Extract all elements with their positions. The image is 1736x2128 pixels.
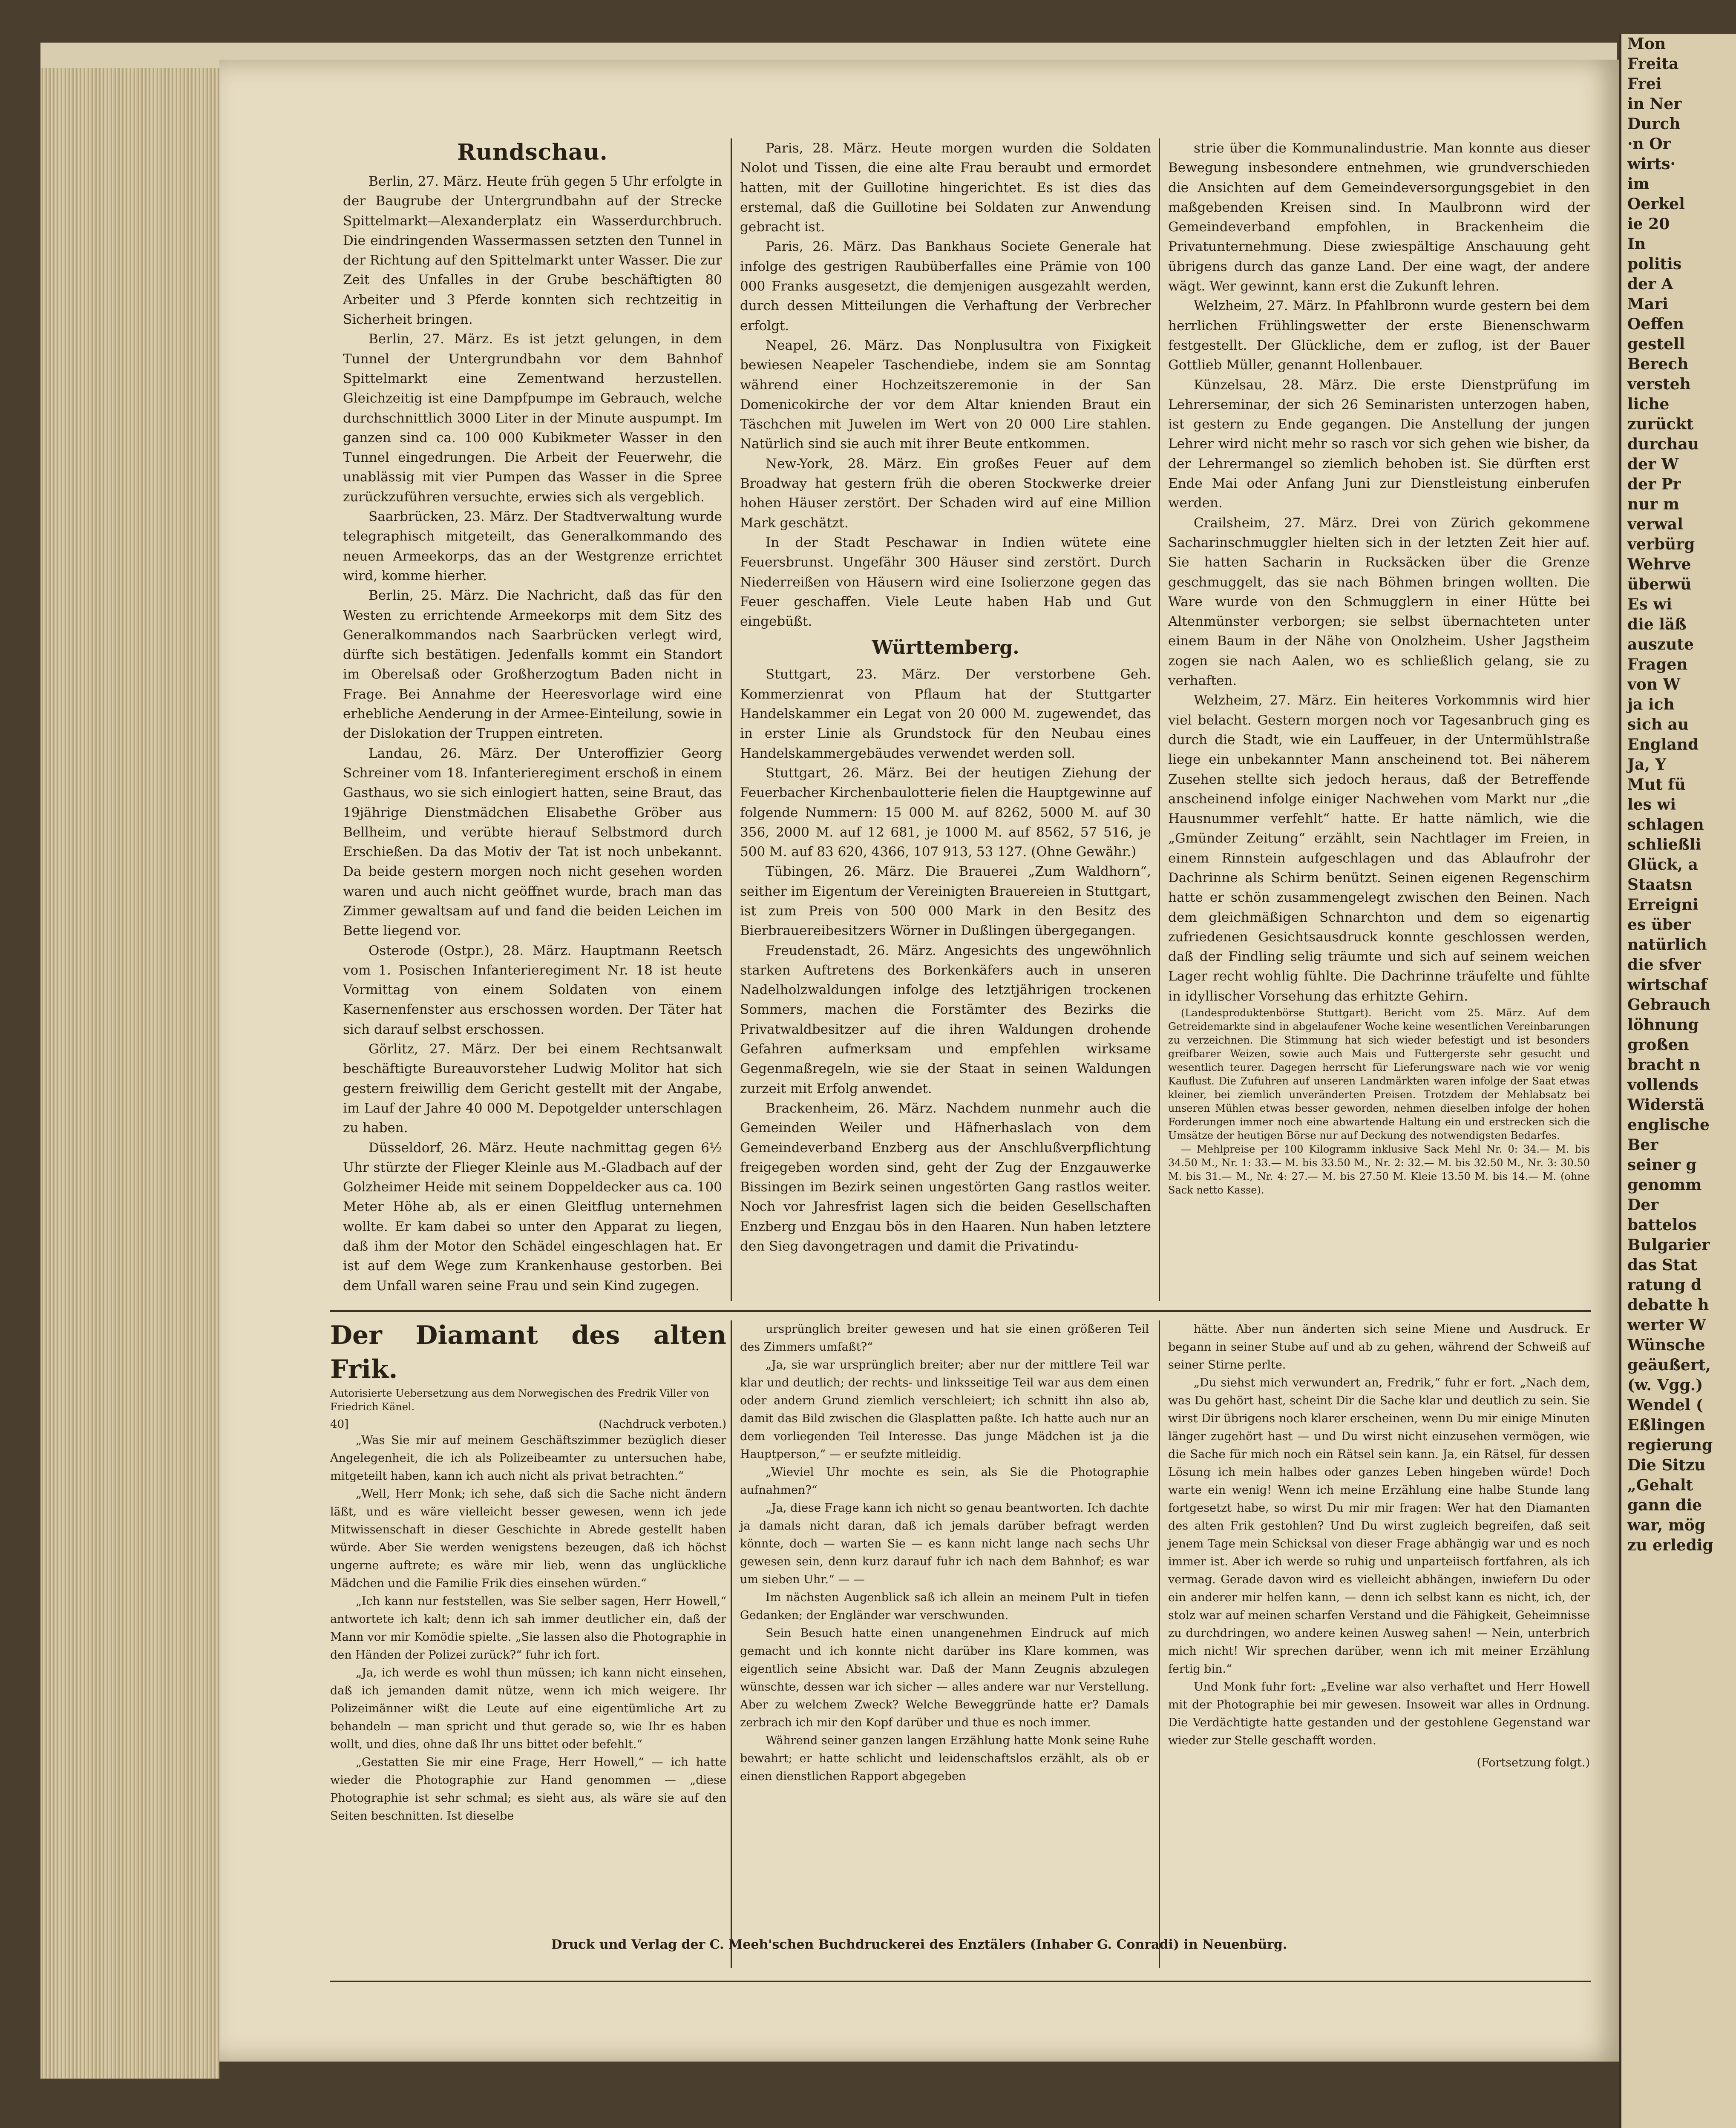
feuilleton-col1-list [330,1432,726,1825]
feuilleton-col2-list [740,1320,1149,1786]
adjacent-page-line: battelos [1627,1216,1697,1234]
article-paragraph: Berlin, 25. März. Die Nachricht, daß das für den Westen zu errichtende Armeekorps mit dem Sitz des Generalkommandos nach Saarbrücken verlegt wird, dürfte sich bestätigen. Jedenfalls kommt ein Standort im Oberelsaß oder Großherzogtum Baden nicht in Frage. Bei Annahme der Heeresvorlage wird eine erhebliche Aenderung in der Armee-Einteilung, sowie in der Dislokation der Truppen eintreten. [343,588,722,742]
adjacent-page-line: Wendel ( [1627,1396,1703,1414]
feuilleton-subtitle: Autorisierte Uebersetzung aus dem Norwegischen des Fredrik Viller von Friedrich Känel. [330,1387,709,1413]
installment-number: 40] [330,1418,349,1431]
article-paragraph: hätte. Aber nun änderten sich seine Miene und Ausdruck. Er begann in seiner Stube auf und ab zu gehen, während der Schweiß auf seiner Stirne perlte. [1168,1323,1590,1372]
article-paragraph: „Well, Herr Monk; ich sehe, daß sich die Sache nicht ändern läßt, und es wäre vielleicht besser gewesen, wenn ich jede Mitwissenschaft in dieser Geschichte in Abrede gestellt haben würde. Aber Sie werden wenigstens bezeugen, daß ich höchst ungerne auftrete; es wäre mir lieb, wenn das unglückliche Mädchen und die Familie Frik dies einsehen würden.“ [330,1487,726,1590]
feuilleton-title: Der Diamant des alten Frik. [330,1320,726,1384]
adjacent-page-line: Mut fü [1627,776,1686,794]
feuilleton-column-1 [330,1318,726,1825]
adjacent-page-line: ja ich [1627,696,1675,713]
adjacent-page-line: wirts· [1627,155,1676,173]
adjacent-page-line: versteh [1627,375,1691,393]
market-paragraph: — Mehlpreise per 100 Kilogramm inklusive Sack Mehl Nr. 0: 34.— M. bis 34.50 M., Nr. 1: 33.— M. bis 33.50 M., Nr. 2: 32.— M. bis 32.50 M., Nr. 3: 30.50 M. bis 31.— M., Nr. 4: 27.— M. bis 27.50 M. Kleie 13.50 M. bis 14.— M. (ohne Sack netto Kasse). [1168,1143,1590,1196]
adjacent-page-line: auszute [1627,636,1694,653]
wuerttemberg-heading: Württemberg. [872,637,1019,659]
market-report [1168,1006,1590,1197]
column-rule-2 [1159,138,1160,1301]
adjacent-page-line: in Ner [1627,95,1682,113]
imprint-footer: Druck und Verlag der C. Meeh'schen Buchdruckerei des Enztälers (Inhaber G. Conradi) in Neuenbürg. [551,1937,1287,1952]
article-paragraph: „Ich kann nur feststellen, was Sie selber sagen, Herr Howell,“ antwortete ich kalt; denn ich sah immer deutlicher ein, daß der Mann vor mir Komödie spielte. „Sie lassen also die Photographie in den Händen der Polizei zurück?“ fuhr ich fort. [330,1595,726,1662]
adjacent-page-line: geäußert, [1627,1356,1711,1374]
adjacent-page-line: der Pr [1627,475,1681,493]
article-paragraph: „Gestatten Sie mir eine Frage, Herr Howell,“ — ich hatte wieder die Photographie zur Hand genommen — „diese Photographie ist sehr schmal; es sieht aus, als wäre sie auf den Seiten beschnitten. Ist dieselbe [330,1756,726,1823]
adjacent-page-line: Der [1627,1196,1659,1214]
feuilleton-column-3 [1168,1320,1590,1772]
adjacent-page-line: nur m [1627,495,1679,513]
article-paragraph: Crailsheim, 27. März. Drei von Zürich gekommene Sacharinschmuggler hielten sich in der letzten Zeit hier auf. Sie hatten Sacharin in Rucksäcken über die Grenze geschmuggelt, das sie nach Böhmen bringen wollten. Die Ware wurde von den Schmugglern in einer Hütte bei Altenmünster verborgen; sie selbst übernachteten unter einem Baum in der Nähe von Onolzheim. Usher Jagstheim zogen sie nach Aalen, wo es schließlich gelang, sie zu verhaften. [1168,515,1590,689]
adjacent-page-line: sich au [1627,716,1689,733]
adjacent-page-line: gann die [1627,1496,1702,1514]
adjacent-page-line: zu erledig [1627,1536,1713,1554]
adjacent-page-line: Bulgarier [1627,1236,1710,1254]
rundschau-heading: Rundschau. [457,139,608,165]
article-paragraph: Saarbrücken, 23. März. Der Stadtverwaltung wurde telegraphisch mitgeteilt, das Generalkommando des neuen Armeekorps, das an der Westgrenze errichtet wird, komme hierher. [343,509,722,584]
article-paragraph: New-York, 28. März. Ein großes Feuer auf dem Broadway hat gestern früh die oberen Stockwerke dreier hohen Häuser zerstört. Der Schaden wird auf eine Million Mark geschätzt. [740,456,1151,531]
adjacent-page-line: Widerstä [1627,1096,1704,1114]
article-paragraph: Welzheim, 27. März. In Pfahlbronn wurde gestern bei dem herrlichen Frühlingswetter der erste Bienenschwarm festgestellt. Der Glückliche, dem er zuflog, ist der Bauer Gottlieb Müller, genannt Hollenbauer. [1168,298,1590,373]
adjacent-page-line: Staatsn [1627,876,1693,894]
article-paragraph: Berlin, 27. März. Es ist jetzt gelungen, in dem Tunnel der Untergrundbahn vor dem Bahnhof Spittelmarkt eine Zementwand herzustellen. Gleichzeitig ist eine Dampfpumpe im Gebrauch, welche durchschnittlich 3000 Liter in der Minute auspumpt. Im ganzen sind ca. 100 000 Kubikmeter Wasser in den Tunnel eingedrungen. Die Arbeit der Feuerwehr, die unablässig mit vier Pumpen das Wasser in die Spree zurückzuführen versuchte, erwies sich als vergeblich. [343,331,722,505]
rundschau-col1-list [343,172,722,1296]
article-paragraph: Während seiner ganzen langen Erzählung hatte Monk seine Ruhe bewahrt; er hatte schlicht und leidenschaftslos erzählt, als ob er einen dienstlichen Rapport abgegeben [740,1734,1149,1783]
article-paragraph: Im nächsten Augenblick saß ich allein an meinem Pult in tiefen Gedanken; der Engländer war verschwunden. [740,1591,1149,1622]
wuerttemberg-col2-list [740,664,1151,1256]
adjacent-page-line: regierung [1627,1436,1713,1454]
adjacent-page-line: war, mög [1627,1516,1706,1534]
adjacent-page-line: es über [1627,916,1691,934]
adjacent-page-lines [1621,34,1736,1556]
column-rule-1 [731,138,732,1301]
article-paragraph: „Du siehst mich verwundert an, Fredrik,“ fuhr er fort. „Nach dem, was Du gehört hast, scheint Dir die Sache klar und deutlich zu sein. Sie wirst Dir übrigens noch klarer erscheinen, wenn Du mir einige Minuten länger zugehört hast — und Du wirst nicht einzusehen vermögen, wie die Sache für mich noch ein Rätsel sein kann. Ja, ein Rätsel, für dessen Lösung ich mein halbes oder ganzes Leben hingeben würde! Doch warte ein wenig! Wenn ich meine Erzählung eine halbe Stunde lang fortgesetzt habe, so wirst Du mir mir fragen: Wer hat den Diamanten des alten Frik gestohlen? Und Du wirst zugleich begreifen, daß seit jenem Tage mein Schicksal von dieser Frage abhängig war und es noch immer ist. Aber ich werde so ruhig und unparteiisch fortfahren, als ich vermag. Gerade davon wird es vielleicht abhängen, inwiefern Du oder ein anderer mir helfen kann, — denn ich selbst kann es nicht, ich, der stolz war auf meinen scharfen Verstand und die Fähigkeit, Geheimnisse zu durchdringen, wo andere keinen Ausweg sahen! — Nein, unterbrich mich nicht! Wir sprechen darüber, wenn ich mit meiner Erzählung fertig bin.“ [1168,1376,1590,1676]
article-paragraph: strie über die Kommunalindustrie. Man konnte aus dieser Bewegung insbesondere entnehmen, wie grundverschieden die Ansichten auf dem Gemeindeversorgungsgebiet in den maßgebenden Kreisen sind. In Maulbronn wird der Gemeindeverband empfohlen, in Brackenheim die Privatunternehmung. Diese zwiespältige Anschauung geht übrigens durch das ganze Land. Der eine wagt, der andere wägt. Wer gewinnt, kann erst die Zukunft lehren. [1168,141,1590,294]
article-paragraph: Stuttgart, 26. März. Bei der heutigen Ziehung der Feuerbacher Kirchenbaulotterie fielen die Hauptgewinne auf folgende Nummern: 15 000 M. auf 8262, 5000 M. auf 30 356, 2000 M. auf 12 681, je 1000 M. auf 8562, 57 516, je 500 M. auf 83 620, 4366, 107 913, 53 127. (Ohne Gewähr.) [740,765,1151,860]
adjacent-page-line: Eßlingen [1627,1416,1705,1434]
article-paragraph: Görlitz, 27. März. Der bei einem Rechtsanwalt beschäftigte Bureauvorsteher Ludwig Molitor hat sich gestern freiwillig dem Gericht gestellt mit der Angabe, im Lauf der Jahre 40 000 M. Depotgelder unterschlagen zu haben. [343,1041,722,1136]
adjacent-page-line: les wi [1627,796,1676,814]
adjacent-page-line: natürlich [1627,936,1707,954]
wuerttemberg-col3-list [1168,138,1590,1006]
feuilleton-rule-1 [731,1320,732,1968]
adjacent-page-line: zurückt [1627,415,1694,433]
article-paragraph: Landau, 26. März. Der Unteroffizier Georg Schreiner vom 18. Infanterieregiment erschoß in einem Gasthaus, wo sie sich einlogiert hatten, seine Braut, das 19jährige Dienstmädchen Elisabethe Gröber aus Bellheim, und verübte hierauf Selbstmord durch Erschießen. Da das Motiv der Tat ist noch unbekannt. Da beide gestern morgen noch nicht gesehen worden waren und auch nicht geöffnet wurde, brach man das Zimmer gewaltsam auf und fand die beiden Leichen im Bette liegend vor. [343,745,722,939]
adjacent-page-line: Gebrauch [1627,996,1711,1014]
adjacent-page-line: Frei [1627,75,1662,93]
adjacent-page-line: (w. Vgg.) [1627,1376,1703,1394]
article-paragraph: ursprünglich breiter gewesen und hat sie einen größeren Teil des Zimmers umfaßt?“ [740,1323,1149,1354]
adjacent-page-line: schließli [1627,836,1701,854]
rundschau-column-2 [740,138,1151,1256]
article-paragraph: Paris, 26. März. Das Bankhaus Societe Generale hat infolge des gestrigen Raubüberfalles eine Prämie von 100 000 Franks ausgesetzt, die demjenigen ausgezahlt werden, durch dessen Mitteilungen die Verhaftung der Verbrecher erfolgt. [740,239,1151,334]
adjacent-page-line: bracht n [1627,1056,1700,1074]
adjacent-page-line: In [1627,235,1646,253]
adjacent-page-line: Ja, Y [1627,756,1667,774]
reprint-notice: (Nachdruck verboten.) [599,1418,726,1431]
article-paragraph: Künzelsau, 28. März. Die erste Dienstprüfung im Lehrerseminar, der sich 26 Seminaristen unterzogen haben, ist gestern zu Ende gegangen. Die Anstellung der jungen Lehrer wird nicht mehr so rasch vor sich gehen wie bisher, da der Lehrermangel so ziemlich behoben ist. Sie dürften erst Ende Mai oder Anfang Juni zur Dienstleistung einberufen werden. [1168,377,1590,511]
article-paragraph: Düsseldorf, 26. März. Heute nachmittag gegen 6½ Uhr stürzte der Flieger Kleinle aus M.-Gladbach auf der Golzheimer Heide mit seinem Doppeldecker aus ca. 100 Meter Höhe ab, als er einen Gleitflug unternehmen wollte. Er kam dabei so unter den Apparat zu liegen, daß ihm der Motor den Schädel eingeschlagen hat. Er ist auf dem Wege zum Krankenhause gestorben. Bei dem Unfall waren seine Frau und sein Kind zugegen. [343,1140,722,1294]
article-paragraph: Sein Besuch hatte einen unangenehmen Eindruck auf mich gemacht und ich konnte nicht darüber ins Klare kommen, was eigentlich seine Absicht war. Daß der Mann Zeugnis abzulegen wünschte, dessen war ich sicher — alles andere war nur Verstellung. Aber zu welchem Zweck? Welche Beweggründe hatte er? Damals zerbrach ich mir den Kopf darüber und thue es noch immer. [740,1627,1149,1729]
adjacent-page-line: verbürg [1627,535,1695,553]
rundschau-col2-list [740,138,1151,631]
article-paragraph: „Ja, sie war ursprünglich breiter; aber nur der mittlere Teil war klar und deutlich; der rechts- und linksseitige Teil war aus dem einen oder andern Grund ziemlich verschleiert; ich schnitt ihn also ab, damit das Bild zwischen die Glasplatten paßte. Ich hatte auch nur an dem vorliegenden Teil Interesse. Das junge Mädchen ist ja die Hauptperson,“ — er seufzte mitleidig. [740,1358,1149,1461]
adjacent-page-line: verwal [1627,515,1683,533]
adjacent-page-line: durchau [1627,435,1699,453]
adjacent-page-line: Erreigni [1627,896,1699,914]
feuilleton-rule [330,1310,1591,1312]
adjacent-page-line: wirtschaf [1627,976,1707,994]
adjacent-page-line: England [1627,736,1699,753]
adjacent-page-line: gestell [1627,335,1685,353]
adjacent-page-line: großen [1627,1036,1689,1054]
article-paragraph: Stuttgart, 23. März. Der verstorbene Geh. Kommerzienrat von Pflaum hat der Stuttgarter Handelskammer ein Legat von 20 000 M. zugewendet, das in erster Linie als Grundstock für den Neubau eines Handelskammergebäudes verwendet werden soll. [740,667,1151,761]
feuilleton-rule-2 [1159,1320,1160,1968]
adjacent-page-line: englische [1627,1116,1710,1134]
adjacent-page-line: Glück, a [1627,856,1698,874]
article-paragraph: Paris, 28. März. Heute morgen wurden die Soldaten Nolot und Tissen, die eine alte Frau beraubt und ermordet hatten, mit der Guillotine hingerichtet. Es ist dies das erstemal, daß die Guillotine bei Soldaten zur Anwendung gebracht ist. [740,141,1151,235]
adjacent-page-line: ratung d [1627,1276,1702,1294]
adjacent-page-line: Berech [1627,355,1689,373]
adjacent-page-line: die sfver [1627,956,1701,974]
adjacent-page-line: Mon [1627,35,1666,53]
footer-rule [330,1981,1591,1982]
book-page-edges [40,43,219,2079]
article-paragraph: Neapel, 26. März. Das Nonplusultra von Fixigkeit bewiesen Neapeler Taschendiebe, indem sie am Sonntag während einer Hochzeitszeremonie in der San Domenicokirche der vor dem Altar knienden Braut ein Täschchen mit Juwelen im Wert von 20 000 Lire stahlen. Natürlich sind sie auch mit ihrer Beute entkommen. [740,337,1151,452]
market-paragraph: (Landesproduktenbörse Stuttgart). Bericht vom 25. März. Auf dem Getreidemarkte sind in abgelaufener Woche keine wesentlichen Vereinbarungen zu verzeichnen. Die Stimmung hat sich wieder befestigt und ist besonders greifbarer Weizen, sowie auch Mais und Futtergerste sehr gesucht und wesentlich teurer. Dagegen herrscht für Lieferungsware nach wie vor wenig Kauflust. Die Zufuhren auf unseren Landmärkten waren infolge der Saat etwas kleiner, bei ziemlich unveränderten Preisen. Trotzdem der Mehlabsatz bei unseren Mühlen etwas besser geworden, nehmen dieselben infolge der hohen Forderungen immer noch eine abwartende Haltung ein und erstrecken sich die Umsätze der heutigen Börse nur auf Deckung des notwendigsten Bedarfes. [1168,1007,1590,1142]
adjacent-page-line: Freita [1627,55,1679,73]
adjacent-page-line: Die Sitzu [1627,1456,1706,1474]
adjacent-page-fragment [1619,34,1736,2128]
adjacent-page-line: seiner g [1627,1156,1697,1174]
rundschau-column-1 [343,134,722,1296]
adjacent-page-line: das Stat [1627,1256,1697,1274]
feuilleton-installment [330,1417,726,1432]
adjacent-page-line: Wehrve [1627,555,1691,573]
adjacent-page-line: Es wi [1627,595,1672,613]
adjacent-page-line: politis [1627,255,1682,273]
feuilleton-col3-list [1168,1320,1590,1750]
adjacent-page-line: „Gehalt [1627,1476,1693,1494]
adjacent-page-line: Mari [1627,295,1668,313]
wuerttemberg-column-3 [1168,138,1590,1197]
article-paragraph: Tübingen, 26. März. Die Brauerei „Zum Waldhorn“, seither im Eigentum der Vereinigten Brauereien in Stuttgart, ist zum Preis von 500 000 Mark in den Besitz des Bierbrauereibesitzers Wörner in Dußlingen übergegangen. [740,864,1151,939]
continued-notice: (Fortsetzung folgt.) [1477,1756,1590,1769]
article-paragraph: Brackenheim, 26. März. Nachdem nunmehr auch die Gemeinden Weiler und Häfnerhaslach von dem Gemeindeverband Enzberg aus der Anschlußverpflichtung freigegeben worden sind, geht der Zug der Enzgauwerke Bissingen im Bezirk seinen ungestörten Gang rastlos weiter. Noch vor Jahresfrist lagen sich die beiden Gesellschaften Enzberg und Enzgau bös in den Haaren. Nun haben letztere den Sieg davongetragen und damit die Privatindu- [740,1100,1151,1254]
adjacent-page-line: Wünsche [1627,1336,1705,1354]
adjacent-page-line: ie 20 [1627,215,1670,233]
adjacent-page-line: werter W [1627,1316,1706,1334]
adjacent-page-line: Oerkel [1627,195,1685,213]
adjacent-page-line: liche [1627,395,1670,413]
feuilleton-column-2 [740,1320,1149,1786]
adjacent-page-line: überwü [1627,575,1692,593]
article-paragraph: „Ja, diese Frage kann ich nicht so genau beantworten. Ich dachte ja damals nicht daran, daß ich jemals darüber befragt werden könnte, doch — warten Sie — es kann nicht lange nach sechs Uhr gewesen sein, denn kurz darauf fuhr ich nach dem Bahnhof; es war um sieben Uhr.“ — — [740,1501,1149,1586]
adjacent-page-line: Ber [1627,1136,1658,1154]
article-paragraph: Welzheim, 27. März. Ein heiteres Vorkommnis wird hier viel belacht. Gestern morgen noch vor Tagesanbruch ging es durch die Stadt, wie ein Lauffeuer, in der Untermühlstraße liege ein unbekannter Mann anscheinend tot. Bei näherem Zusehen stellte sich jedoch heraus, daß der Betreffende anscheinend infolge einiger Nachwehen vom Markt nur „die Hausnummer verfehlt“ hatte. Er hatte nämlich, wie die „Gmünder Zeitung“ erzählt, sein Nachtlager im Freien, in einem Rinnstein aufgeschlagen und das Ablaufrohr der Dachrinne als Schirm benützt. Seinen eigenen Regenschirm hatte er schön zusammengelegt zwischen den Beinen. Nach dem gleichmäßigen Schnarchton und dem so eigenartig zufriedenen Gesichtsausdruck konnte geschlossen werden, daß der Findling selig träumte und sich auf seinem weichen Lager recht wohlig fühlte. Die Dachrinne träufelte und fühlte in idyllischer Vorsehung das erhitzte Gehirn. [1168,693,1590,1004]
article-paragraph: Osterode (Ostpr.), 28. März. Hauptmann Reetsch vom 1. Posischen Infanterieregiment Nr. 18 ist heute Vormittag von einem Soldaten von einem Kasernenfenster aus erschossen worden. Der Täter hat sich darauf selbst erschossen. [343,943,722,1037]
article-paragraph: „Ja, ich werde es wohl thun müssen; ich kann nicht einsehen, daß ich jemanden damit nütze, wenn ich mich weigere. Ihr Polizeimänner wißt die Leute auf eine eigentümliche Art zu behandeln — man spricht und thut gerade so, wie Ihr es haben wollt, und dies, ohne daß Ihr uns bittet oder befehlt.“ [330,1666,726,1751]
adjacent-page-line: von W [1627,676,1681,693]
adjacent-page-line: Oeffen [1627,315,1684,333]
adjacent-page-line: die läß [1627,615,1687,633]
article-paragraph: Berlin, 27. März. Heute früh gegen 5 Uhr erfolgte in der Baugrube der Untergrundbahn auf der Strecke Spittelmarkt—Alexanderplatz ein Wasserdurchbruch. Die eindringenden Wassermassen setzten den Tunnel in der Richtung auf den Spittelmarkt unter Wasser. Die zur Zeit des Unfalles in der Grube beschäftigten 80 Arbeiter und 3 Pferde konnten sich rechtzeitig in Sicherheit bringen. [343,174,722,328]
adjacent-page-line: der W [1627,455,1679,473]
adjacent-page-line: Durch [1627,115,1681,133]
adjacent-page-line: im [1627,175,1650,193]
article-paragraph: Und Monk fuhr fort: „Eveline war also verhaftet und Herr Howell mit der Photographie bei mir gewesen. Insoweit war alles in Ordnung. Die Verdächtigte hatte gestanden und der gestohlene Gegenstand war wieder zur Stelle geschafft worden. [1168,1680,1590,1747]
adjacent-page-line: ·n Or [1627,135,1671,153]
article-paragraph: Freudenstadt, 26. März. Angesichts des ungewöhnlich starken Auftretens des Borkenkäfers auch in unseren Nadelholzwaldungen infolge des letztjährigen trockenen Sommers, machen die Forstämter des Bezirks die Privatwaldbesitzer auf die ihren Waldungen drohende Gefahren aufmerksam und empfehlen wirksame Gegenmaßregeln, wie sie der Staat in seinen Waldungen zurzeit mit Erfolg anwendet. [740,943,1151,1096]
article-paragraph: In der Stadt Peschawar in Indien wütete eine Feuersbrunst. Ungefähr 300 Häuser sind zerstört. Durch Niederreißen von Häusern wird eine Isolierzone gegen das Feuer geschaffen. Viele Leute haben Hab und Gut eingebüßt. [740,535,1151,630]
adjacent-page-line: genomm [1627,1176,1702,1194]
adjacent-page-line: debatte h [1627,1296,1709,1314]
adjacent-page-line: löhnung [1627,1016,1699,1034]
article-paragraph: „Was Sie mir auf meinem Geschäftszimmer bezüglich dieser Angelegenheit, die ich als Polizeibeamter zu untersuchen habe, mitgeteilt haben, kann ich auch nicht als privat betrachten.“ [330,1434,726,1483]
newspaper-page [219,60,1619,2062]
adjacent-page-line: der A [1627,275,1673,293]
adjacent-page-line: vollends [1627,1076,1699,1094]
adjacent-page-line: Fragen [1627,656,1688,673]
adjacent-page-line: schlagen [1627,816,1704,834]
article-paragraph: „Wieviel Uhr mochte es sein, als Sie die Photographie aufnahmen?“ [740,1466,1149,1497]
